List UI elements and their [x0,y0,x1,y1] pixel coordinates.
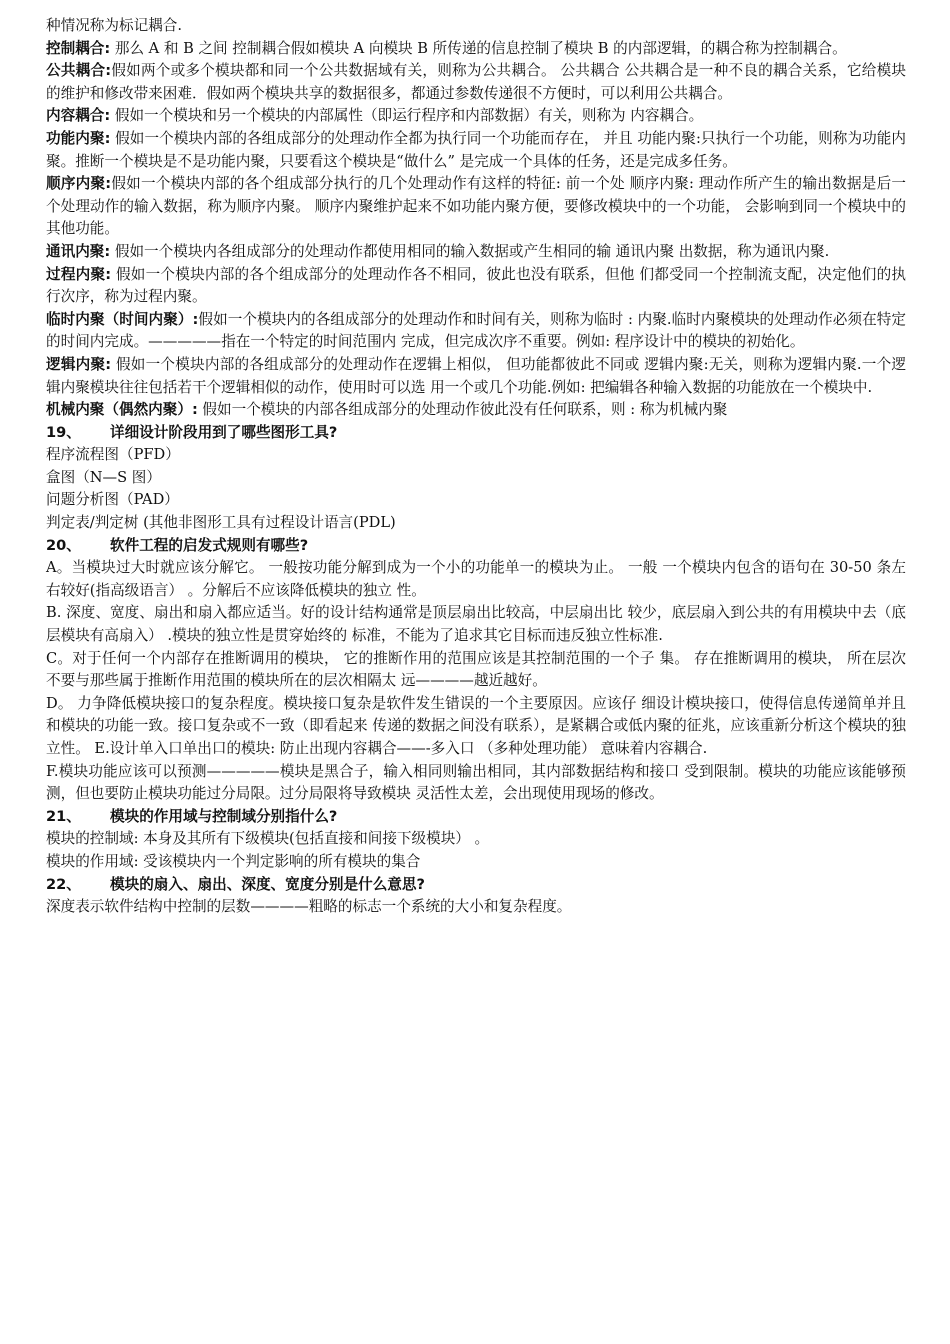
q19-line: 盒图（N—S 图） [46,468,161,486]
q20-rule-f: F.模块功能应该可以预测—————模块是黑合子，输入相同则输出相同，其内部数据结构和接口 受到限制。模块的功能应该能够预测，但也要防止模块功能过分局限。过分局限将导致模块 灵活性太差，会出现使用现场的修改。 [46,762,906,803]
question-title: 模块的作用域与控制域分别指什么? [110,807,338,825]
paragraph-marker-coupling-tail: 种情况称为标记耦合. [46,17,182,34]
term-label: 控制耦合: [46,39,111,57]
q19-line: 问题分析图（PAD） [46,491,179,509]
term-label: 内容耦合: [46,107,111,125]
term-label: 逻辑内聚: [46,355,112,373]
q20-rule-c: C。对于任何一个内部存在推断调用的模块， 它的推断作用的范围应该是其控制范围的一个子 集。 存在推断调用的模块， 所在层次不要与那些属于推断作用范围的模块所在的层次相隔太 远————越近越好。 [46,649,906,690]
q20-rule-a: A。当模块过大时就应该分解它。 一般按功能分解到成为一个小的功能单一的模块为止。 一般 一个模块内包含的语句在 30-50 条左右较好(指高级语言） 。分解后不应该降低模块的独立 性。 [46,559,906,599]
question-title: 软件工程的启发式规则有哪些? [110,536,309,554]
question-title: 模块的扇入、扇出、深度、宽度分别是什么意思? [110,875,425,893]
q19-line: 判定表/判定树 (其他非图形工具有过程设计语言(PDL) [46,514,396,532]
question-21-heading [46,806,906,829]
paragraph-communicational-cohesion: 通讯内聚: 假如一个模块内各组成部分的处理动作都使用相同的输入数据或产生相同的输 通讯内聚 出数据，称为通讯内聚. [46,242,830,260]
question-19-heading [46,422,906,445]
term-label: 机械内聚（偶然内聚）: [46,401,198,419]
q20-rule-b: B. 深度、宽度、扇出和扇入都应适当。好的设计结构通常是顶层扇出比较高，中层扇出比 较少，底层扇入到公共的有用模块中去（底层模块有高扇入） .模块的独立性是贯穿始终的 标准，不能为了追求其它目标而违反独立性标准. [46,604,906,645]
question-number: 22、 [46,875,81,893]
paragraph-control-coupling: 控制耦合: 那么 A 和 B 之间 控制耦合假如模块 A 向模块 B 所传递的信息控制了模块 B 的内部逻辑，的耦合称为控制耦合。 [46,39,847,57]
q21-line: 模块的作用域: 受该模块内一个判定影响的所有模块的集合 [46,852,421,870]
question-22-heading [46,874,906,897]
paragraph-temporal-cohesion: 临时内聚（时间内聚）:假如一个模块内的各组成部分的处理动作和时间有关，则称为临时 : 内聚.临时内聚模块的处理动作必须在特定的时间内完成。—————指在一个特定的时间范围内 完成，但完成次序不重要。例如: 程序设计中的模块的初始化。 [46,310,906,351]
q22-line: 深度表示软件结构中控制的层数————粗略的标志一个系统的大小和复杂程度。 [46,898,572,916]
term-label: 公共耦合: [46,62,112,80]
paragraph-functional-cohesion: 功能内聚: 假如一个模块内部的各组成部分的处理动作全都为执行同一个功能而存在， 并且 功能内聚:只执行一个功能，则称为功能内聚。推断一个模块是不是功能内聚，只要看这个模块是“做什么” 是完成一个具体的任务，还是完成多任务。 [46,129,906,170]
term-label: 过程内聚: [46,265,112,283]
term-label: 通讯内聚: [46,242,111,260]
q19-line: 程序流程图（PFD） [46,446,180,464]
question-title: 详细设计阶段用到了哪些图形工具? [110,423,338,441]
paragraph-sequential-cohesion: 顺序内聚:假如一个模块内部的各个组成部分执行的几个处理动作有这样的特征: 前一个处 顺序内聚: 理动作所产生的输出数据是后一个处理动作的输入数据，称为顺序内聚。 顺序内聚维护起来不如功能内聚方便，要修改模块中的一个功能， 会影响到同一个模块中的 其他功能。 [46,175,906,238]
term-label: 功能内聚: [46,129,111,147]
question-number: 20、 [46,536,81,554]
paragraph-procedural-cohesion: 过程内聚: 假如一个模块内部的各个组成部分的处理动作各不相同，彼此也没有联系，但他 们都受同一个控制流支配，决定他们的执行次序，称为过程内聚。 [46,265,906,306]
paragraph-logical-cohesion: 逻辑内聚: 假如一个模块内部的各组成部分的处理动作在逻辑上相似， 但功能都彼此不同或 逻辑内聚:无关，则称为逻辑内聚.一个逻辑内聚模块往往包括若干个逻辑相似的动作，使用时可以选 用一个或几个功能.例如: 把编辑各种输入数据的功能放在一个模块中. [46,355,906,396]
paragraph-content-coupling: 内容耦合: 假如一个模块和另一个模块的内部属性（即运行程序和内部数据）有关，则称为 内容耦合。 [46,107,704,125]
q20-rule-d-e: D。 力争降低模块接口的复杂程度。模块接口复杂是软件发生错误的一个主要原因。应该仔 细设计模块接口，使得信息传递简单并且和模块的功能一致。接口复杂或不一致（即看起来 传递的数据之间没有联系），是紧耦合或低内聚的征兆，应该重新分析这个模块的独立性。 E.设计单入口单出口的模块: 防止出现内容耦合——-多入口 （多种处理功能） 意味着内容耦合. [46,694,906,757]
term-label: 顺序内聚: [46,175,112,193]
paragraph-common-coupling: 公共耦合:假如两个或多个模块都和同一个公共数据域有关，则称为公共耦合。 公共耦合 公共耦合是一种不良的耦合关系，它给模块的维护和修改带来困难．假如两个模块共享的数据很多，都通过参数传递很不方便时，可以利用公共耦合。 [46,62,906,102]
term-label: 临时内聚（时间内聚）: [46,310,199,328]
question-20-heading [46,535,906,558]
paragraph-coincidental-cohesion: 机械内聚（偶然内聚）: 假如一个模块的内部各组成部分的处理动作彼此没有任何联系，则 : 称为机械内聚 [46,401,728,419]
q21-line: 模块的控制域: 本身及其所有下级模块(包括直接和间接下级模块） 。 [46,830,490,848]
question-number: 21、 [46,807,81,825]
question-number: 19、 [46,423,81,441]
